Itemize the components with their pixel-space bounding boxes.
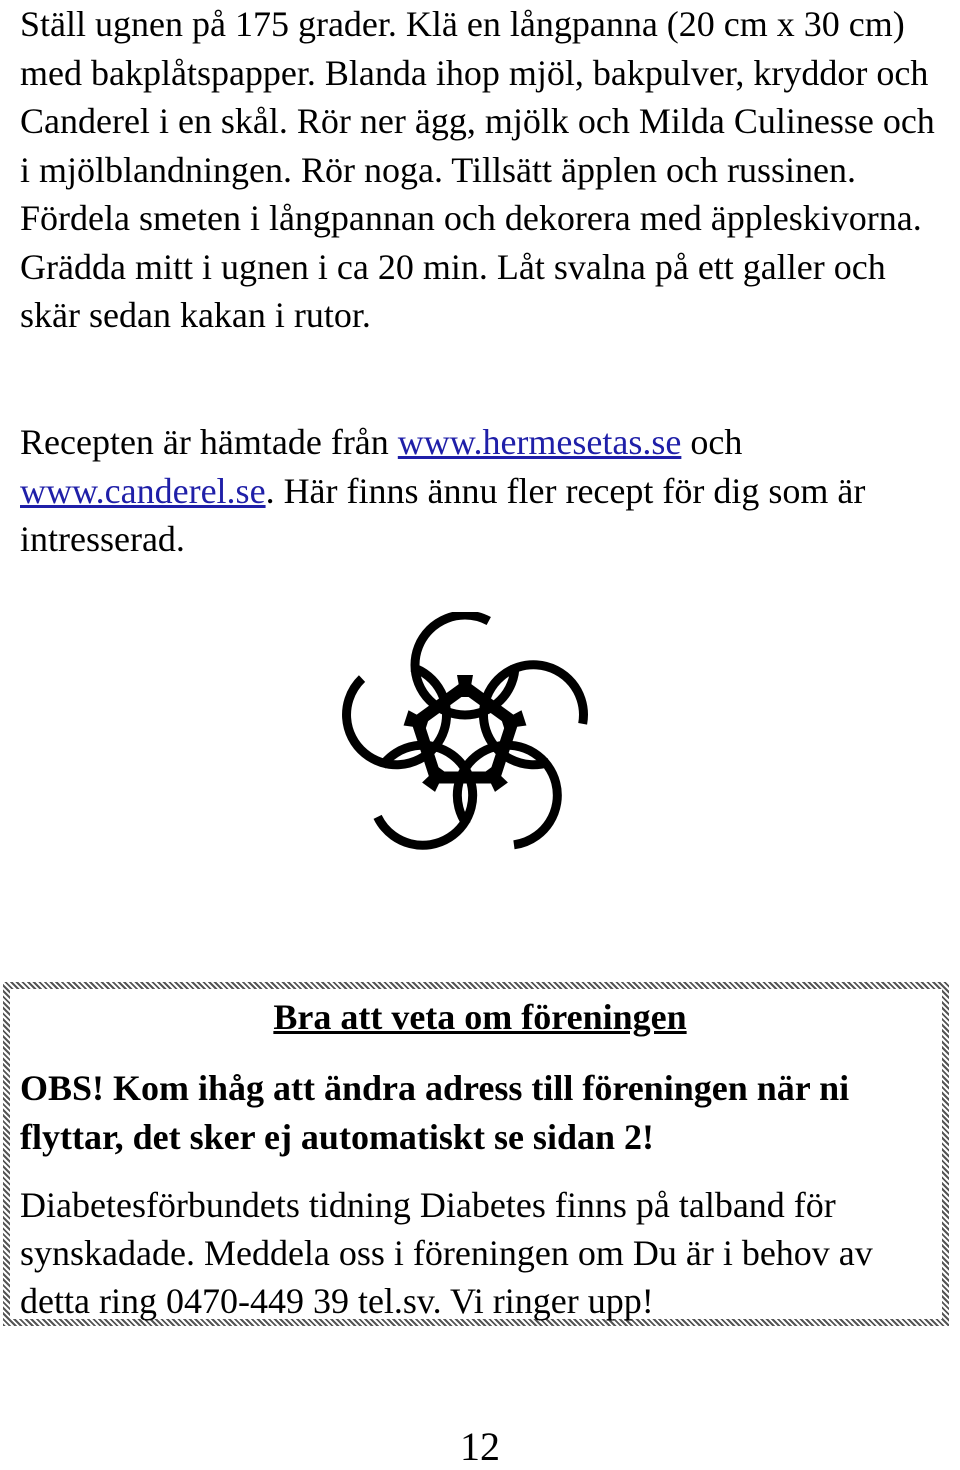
- source-middle: och: [681, 422, 743, 462]
- recipe-instructions: Ställ ugnen på 175 grader. Klä en långpanna (20 cm x 30 cm) med bakplåtspapper. Blanda ihop mjöl, bakpulver, kryddor och Canderel i en skål. Rör ner ägg, mjölk och Milda Culinesse och i mjölblandningen. Rör noga. Tillsätt äpplen och russinen. Fördela smeten i långpannan och dekorera med äppleskivorna. Grädda mitt i ugnen i ca 20 min. Låt svalna på ett galler och skär sedan kakan i rutor.: [20, 4, 935, 335]
- info-box-heading: Bra att veta om föreningen: [273, 997, 687, 1037]
- knot-emblem-icon: [340, 612, 590, 862]
- address-change-notice: OBS! Kom ihåg att ändra adress till föreningen när ni flyttar, det sker ej automatiskt se sidan 2!: [20, 1068, 850, 1157]
- page-number: 12: [460, 1424, 500, 1469]
- source-suffix: . Här finns ännu fler recept för dig som är intresserad.: [20, 470, 866, 559]
- talking-book-notice: Diabetesförbundets tidning Diabetes finns på talband för synskadade. Meddela oss i föreningen om Du är i behov av detta ring 0470-449 39 tel.sv. Vi ringer upp!: [20, 1185, 873, 1321]
- recipe-source: [20, 418, 945, 564]
- hermesetas-link[interactable]: www.hermesetas.se: [397, 422, 682, 462]
- canderel-link[interactable]: www.canderel.se: [20, 470, 266, 511]
- source-prefix: Recepten är hämtade från: [20, 422, 398, 462]
